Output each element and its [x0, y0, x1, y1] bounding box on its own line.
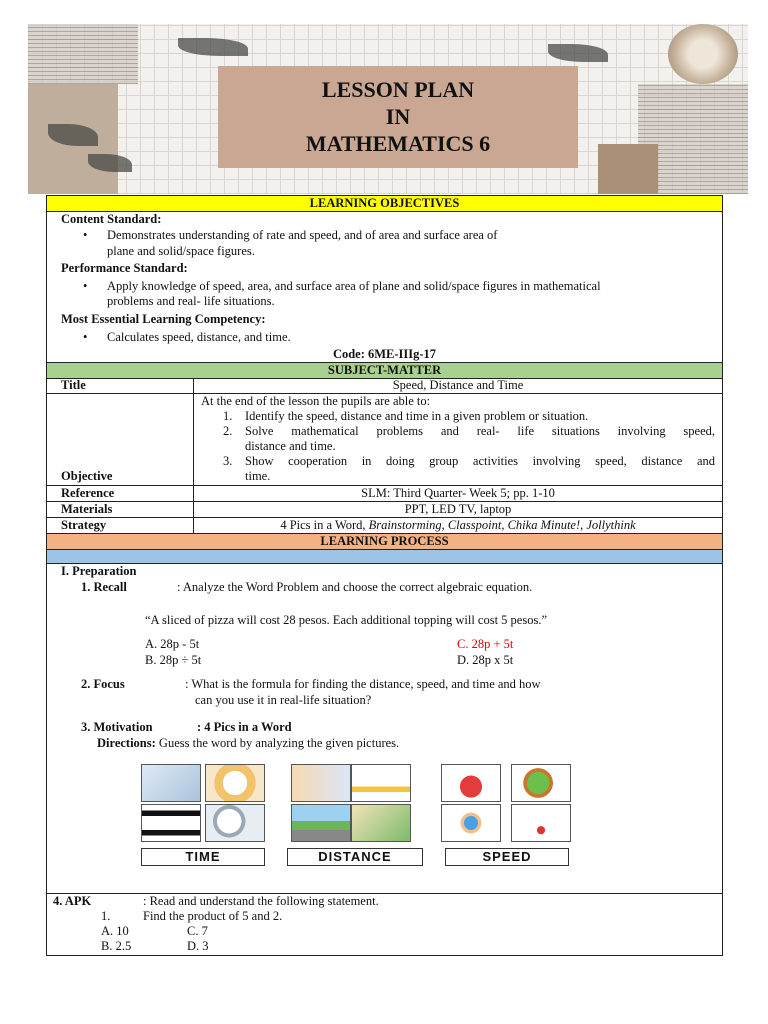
competency-code: Code: 6ME-IIIg-17: [332, 347, 437, 361]
title-line-3: MATHEMATICS 6: [305, 131, 491, 156]
title-line-2: IN: [385, 104, 411, 129]
directions-text: Guess the word by analyzing the given pictures.: [158, 736, 400, 750]
question-number: 1.: [101, 909, 111, 923]
word-distance: DISTANCE: [287, 848, 423, 866]
performance-standard-label: Performance Standard:: [61, 261, 188, 275]
directions-label: Directions:: [97, 736, 156, 750]
motivation-text: : 4 Pics in a Word: [197, 720, 292, 734]
strategy-label: Strategy: [61, 518, 107, 532]
reference-label: Reference: [61, 486, 115, 500]
focus-label: 2. Focus: [81, 677, 125, 691]
learning-process-bar: LEARNING PROCESS: [47, 533, 722, 550]
blue-divider-bar: [47, 549, 722, 564]
ruler-kids-picture: [351, 764, 411, 802]
title-row: [47, 378, 722, 394]
clock-picture: [205, 764, 265, 802]
learning-objectives-bar: LEARNING OBJECTIVES: [47, 196, 722, 212]
strategy-value: [194, 518, 722, 533]
content-standard-label: Content Standard:: [61, 212, 162, 226]
hourglass-picture: [141, 804, 201, 842]
strategy-plain: 4 Pics in a Word,: [280, 518, 366, 532]
kids-picture: [291, 764, 351, 802]
performance-standard-text-cont: problems and real- life situations.: [107, 294, 275, 308]
bullet: •: [83, 228, 88, 242]
word-speed: SPEED: [445, 848, 569, 866]
melc-text: Calculates speed, distance, and time.: [107, 330, 291, 344]
reference-row: [47, 486, 722, 502]
word-time: TIME: [141, 848, 265, 866]
objective-item: Identify the speed, distance and time in a given problem or situation.: [245, 409, 589, 423]
turtle-rocket-picture: [511, 764, 571, 802]
bullet: •: [83, 330, 88, 344]
leaf-decoration: [178, 38, 248, 56]
content-standard-text: Demonstrates understanding of rate and speed, and of area and surface area of: [107, 228, 498, 242]
choice-b: B. 28p ÷ 5t: [145, 653, 202, 667]
materials-row: [47, 502, 722, 518]
q1-choice-c: C. 7: [187, 924, 208, 938]
recall-text: : Analyze the Word Problem and choose the correct algebraic equation.: [177, 580, 533, 594]
objective-item: Solve mathematical problems and real- life situations involving speed,: [245, 424, 715, 438]
list-number: 1.: [223, 409, 233, 423]
running-kid-picture: [441, 804, 501, 842]
apk-text: : Read and understand the following statement.: [143, 894, 379, 908]
strategy-row: [47, 518, 722, 533]
focus-text: : What is the formula for finding the distance, speed, and time and how: [185, 677, 541, 691]
strategy-italic: Brainstorming, Classpoint, Chika Minute!, Jollythink: [368, 518, 636, 532]
flower-decoration: [668, 24, 738, 84]
objective-item-cont: time.: [245, 469, 271, 483]
reference-value: SLM: Third Quarter- Week 5; pp. 1-10: [361, 486, 555, 500]
title-value: Speed, Distance and Time: [392, 378, 524, 392]
list-number: 2.: [223, 424, 233, 438]
recall-label: 1. Recall: [81, 580, 127, 594]
title-label: Title: [61, 378, 86, 392]
q1-choice-d: D. 3: [187, 939, 209, 953]
melc-label: Most Essential Learning Competency:: [61, 312, 266, 326]
question-text: Find the product of 5 and 2.: [143, 909, 283, 923]
objective-intro: At the end of the lesson the pupils are able to:: [201, 394, 431, 408]
objective-item-cont: distance and time.: [245, 439, 336, 453]
choice-c: C. 28p + 5t: [457, 637, 514, 651]
subject-matter-bar: SUBJECT-MATTER: [47, 362, 722, 379]
paper-scrap: [598, 144, 658, 194]
clock-man-picture: [141, 764, 201, 802]
road-picture: [291, 804, 351, 842]
content-standard-text-cont: plane and solid/space figures.: [107, 244, 255, 258]
motivation-label: 3. Motivation: [81, 720, 153, 734]
materials-label: Materials: [61, 502, 113, 516]
apk-label: 4. APK: [53, 894, 92, 908]
title-box: [218, 66, 578, 168]
q1-choice-a: A. 10: [101, 924, 129, 938]
bullet: •: [83, 279, 88, 293]
objective-item: Show cooperation in doing group activities involving speed, distance and: [245, 454, 715, 468]
objective-label: Objective: [61, 469, 113, 483]
wall-clock-picture: [205, 804, 265, 842]
objective-row: [47, 394, 722, 486]
list-number: 3.: [223, 454, 233, 468]
q1-choice-b: B. 2.5: [101, 939, 132, 953]
choice-a: A. 28p - 5t: [145, 637, 200, 651]
leaf-decoration: [548, 44, 608, 62]
performance-standard-text: Apply knowledge of speed, area, and surface area of plane and solid/space figures in mathematical: [107, 279, 601, 293]
choice-d: D. 28p x 5t: [457, 653, 514, 667]
race-car-picture: [441, 764, 501, 802]
speedometer-picture: [511, 804, 571, 842]
newspaper-collage: [28, 24, 138, 84]
title-line-1: LESSON PLAN: [321, 77, 475, 102]
focus-text-cont: can you use it in real-life situation?: [195, 693, 372, 707]
lesson-plan-table: [46, 195, 723, 956]
directions: [97, 736, 399, 751]
running-picture: [351, 804, 411, 842]
header-banner: [28, 24, 748, 194]
preparation-heading: I. Preparation: [61, 564, 137, 578]
word-problem: “A sliced of pizza will cost 28 pesos. Each additional topping will cost 5 pesos.”: [145, 613, 548, 627]
materials-value: PPT, LED TV, laptop: [404, 502, 512, 516]
